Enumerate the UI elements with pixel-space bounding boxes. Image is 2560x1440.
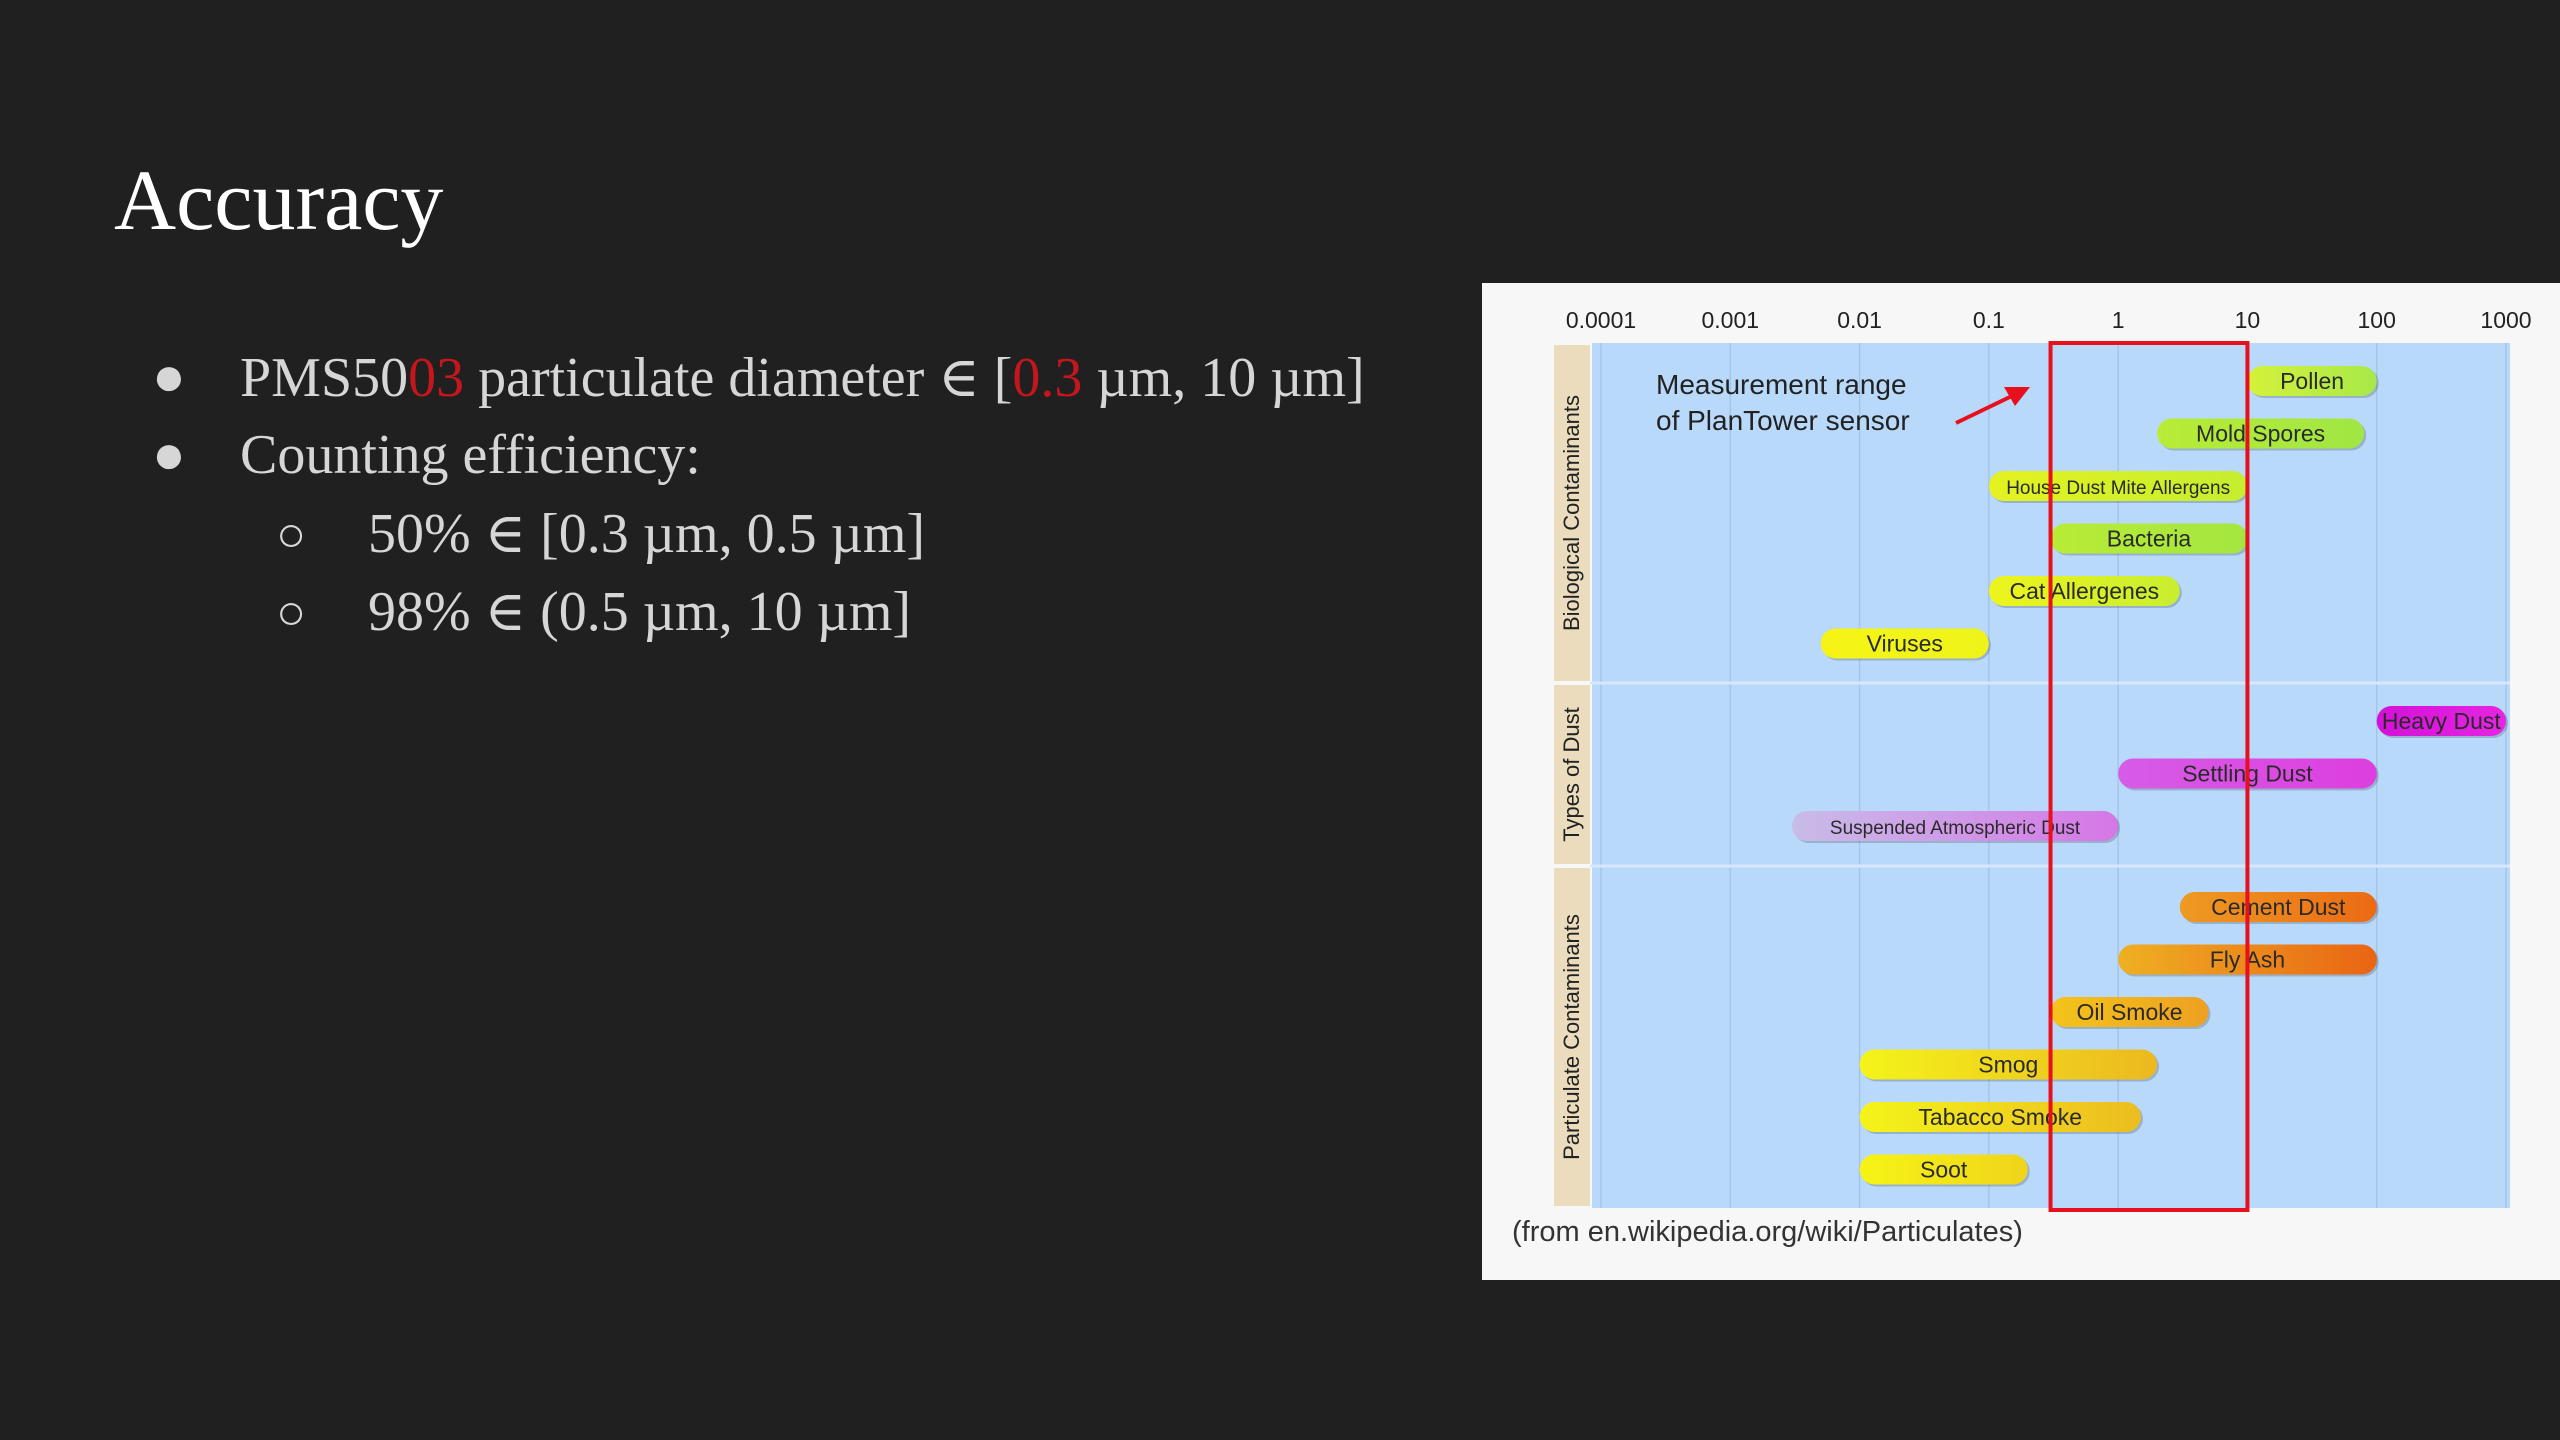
- group-label: Particulate Contaminants: [1559, 914, 1584, 1160]
- bullet-text-suffix: µm, 10 µm]: [1082, 347, 1365, 409]
- bullet-text: Counting efficiency:: [240, 424, 701, 486]
- group-label: Biological Contaminants: [1559, 394, 1584, 632]
- bullet-sensor-range: [152, 345, 1365, 410]
- bar-label: Tabacco Smoke: [1918, 1104, 2083, 1130]
- bar-label: Cat Allergenes: [2009, 578, 2160, 604]
- subbullet-50-percent: [276, 501, 926, 566]
- bar-label: Settling Dust: [2182, 760, 2313, 787]
- subbullet-text: 98% ∈ (0.5 µm, 10 µm]: [368, 581, 912, 643]
- bar-label: Viruses: [1866, 630, 1943, 657]
- bullet-dot-icon: ●: [152, 346, 186, 408]
- bar-label: Suspended Atmospheric Dust: [1829, 818, 2081, 839]
- bar-label: Mold Spores: [2196, 420, 2326, 447]
- x-tick-label: 0.1: [1972, 307, 2005, 333]
- bullet-text-min-highlight: 0.3: [1012, 347, 1083, 409]
- chart-caption: (from en.wikipedia.org/wiki/Particulates): [1512, 1216, 2023, 1248]
- bar-label: Smog: [1978, 1051, 2039, 1078]
- x-tick-label: 10: [2234, 307, 2261, 333]
- subbullet-98-percent: [276, 579, 912, 644]
- bar-label: Fly Ash: [2209, 946, 2286, 973]
- x-tick-label: 0.0001: [1565, 307, 1637, 333]
- x-tick-label: 0.01: [1837, 307, 1882, 333]
- bar-label: House Dust Mite Allergens: [2006, 478, 2231, 499]
- bullet-text-middle: particulate diameter ∈ [: [464, 347, 1013, 409]
- group-label: Types of Dust: [1559, 707, 1584, 842]
- bar-label: Oil Smoke: [2076, 999, 2183, 1025]
- slide-title: Accuracy: [114, 152, 444, 248]
- bar-label: Cement Dust: [2211, 894, 2346, 920]
- bar-label: Soot: [1920, 1156, 1968, 1183]
- bullet-text-prefix: PMS50: [240, 347, 409, 409]
- bullet-circle-icon: ○: [276, 506, 307, 562]
- bullet-counting-efficiency: [152, 423, 701, 487]
- measurement-range-annotation: Measurement range of PlanTower sensor: [1656, 369, 1910, 436]
- bullet-text-model-highlight: 03: [408, 347, 465, 409]
- bar-label: Heavy Dust: [2381, 708, 2501, 734]
- bullet-dot-icon: ●: [152, 424, 186, 486]
- bar-label: Bacteria: [2106, 525, 2192, 552]
- particle-size-chart: [1482, 283, 2560, 1280]
- bullet-circle-icon: ○: [276, 584, 307, 640]
- x-tick-label: 1000: [2480, 307, 2532, 333]
- x-tick-label: 1: [2111, 307, 2125, 333]
- x-tick-label: 0.001: [1701, 307, 1760, 333]
- subbullet-text: 50% ∈ [0.3 µm, 0.5 µm]: [368, 503, 926, 565]
- x-tick-label: 100: [2357, 307, 2396, 333]
- bar-label: Pollen: [2280, 368, 2345, 394]
- particle-size-chart-figure: [1482, 283, 2560, 1280]
